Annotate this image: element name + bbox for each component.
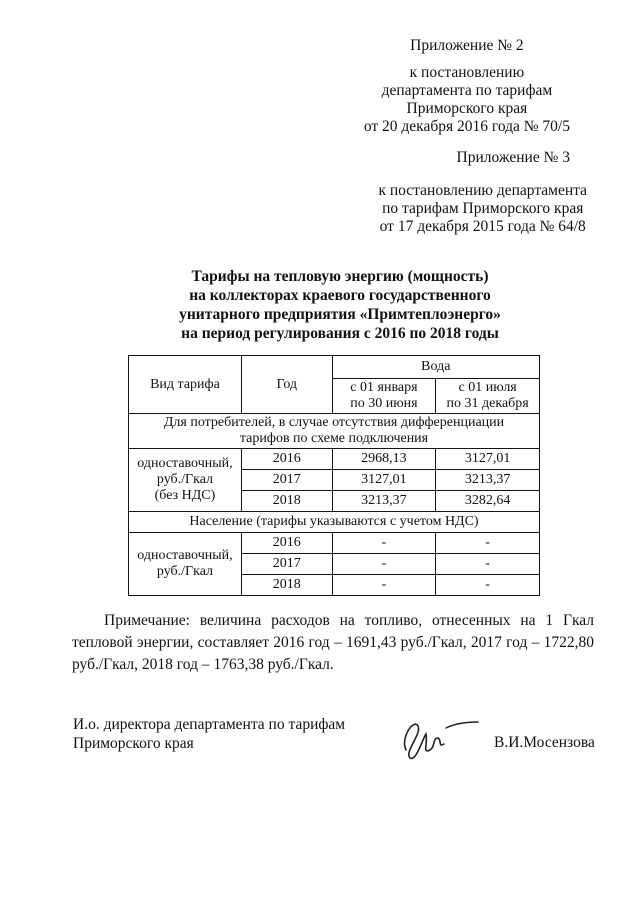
value-cell: 3213,37 [332, 491, 436, 512]
period-2-line: по 31 декабря [446, 396, 529, 411]
appendix-3-title: Приложение № 3 [456, 149, 570, 166]
title-line: на период регулирования с 2016 по 2018 годы [181, 325, 499, 342]
value-cell: - [436, 533, 540, 554]
header-year: Год [241, 356, 332, 414]
value-cell: 2968,13 [332, 449, 436, 470]
title-line: на коллекторах краевого государственного [189, 287, 491, 304]
year-cell: 2017 [241, 470, 332, 491]
signatory-position [73, 715, 345, 753]
group-heading-line: Для потребителей, в случае отсутствия дифференциации [163, 415, 505, 430]
value-cell: - [332, 533, 436, 554]
appendix-2-line: от 20 декабря 2016 года № 70/5 [363, 118, 570, 135]
header-tariff-type: Вид тарифа [129, 356, 242, 414]
year-cell: 2016 [241, 533, 332, 554]
header-period-1 [332, 379, 436, 414]
title-line: унитарного предприятия «Примтеплоэнерго» [179, 306, 501, 323]
title-line: Тарифы на тепловую энергию (мощность) [191, 268, 489, 285]
value-cell: - [332, 575, 436, 596]
appendix-3-line: от 17 декабря 2015 года № 64/8 [379, 218, 586, 235]
signatory-position-line: И.о. директора департамента по тарифам [73, 716, 346, 733]
tariff-type-line: руб./Гкал [156, 564, 214, 579]
value-cell: - [332, 554, 436, 575]
year-cell: 2018 [241, 575, 332, 596]
tariff-table [128, 355, 540, 596]
year-cell: 2017 [241, 554, 332, 575]
value-cell: - [436, 575, 540, 596]
note-text: Примечание: величина расходов на топливо, отнесенных на 1 Гкал тепловой энергии, составляет 2016 год – 1691,43 руб./Гкал, 2017 год – 1722,80 руб./Гкал, 2018 год – 1763,38 руб./Гкал. [72, 612, 594, 673]
appendix-3-title-block [457, 149, 570, 167]
group-heading-population: Население (тарифы указываются с учетом НДС) [129, 512, 540, 533]
group-heading-line: тарифов по схеме подключения [239, 431, 429, 446]
appendix-2-header [364, 37, 570, 136]
signatory-name: В.И.Мосензова [494, 734, 595, 751]
header-period-2 [436, 379, 540, 414]
note-paragraph [72, 610, 594, 676]
year-cell: 2016 [241, 449, 332, 470]
group-heading-consumers [129, 414, 540, 449]
period-1-line: с 01 января [350, 380, 418, 395]
appendix-2-title: Приложение № 2 [410, 37, 524, 54]
table-row [129, 449, 540, 470]
table-row [129, 533, 540, 554]
signatory-position-line: Приморского края [73, 735, 194, 752]
tariff-type-line: одноставочный, [137, 548, 233, 563]
tariff-type-line: руб./Гкал [156, 472, 214, 487]
value-cell: - [436, 554, 540, 575]
value-cell: 3282,64 [436, 491, 540, 512]
appendix-2-line: департамента по тарифам [381, 82, 553, 99]
year-cell: 2018 [241, 491, 332, 512]
period-2-line: с 01 июля [458, 380, 517, 395]
header-water: Вода [332, 356, 539, 379]
handwritten-signature-icon [392, 708, 482, 768]
document-title [130, 267, 550, 343]
appendix-2-line: Приморского края [406, 100, 528, 117]
value-cell: 3127,01 [436, 449, 540, 470]
value-cell: 3213,37 [436, 470, 540, 491]
value-cell: 3127,01 [332, 470, 436, 491]
period-1-line: по 30 июня [350, 396, 418, 411]
appendix-2-lines [364, 64, 570, 136]
tariff-type-cell [129, 449, 242, 512]
appendix-3-line: к постановлению департамента [378, 182, 587, 199]
tariff-type-cell [129, 533, 242, 596]
tariff-type-line: одноставочный, [137, 456, 233, 471]
appendix-2-line: к постановлению [409, 64, 525, 81]
appendix-3-header [378, 182, 587, 236]
appendix-3-line: по тарифам Приморского края [382, 200, 584, 217]
tariff-type-line: (без НДС) [154, 488, 216, 503]
